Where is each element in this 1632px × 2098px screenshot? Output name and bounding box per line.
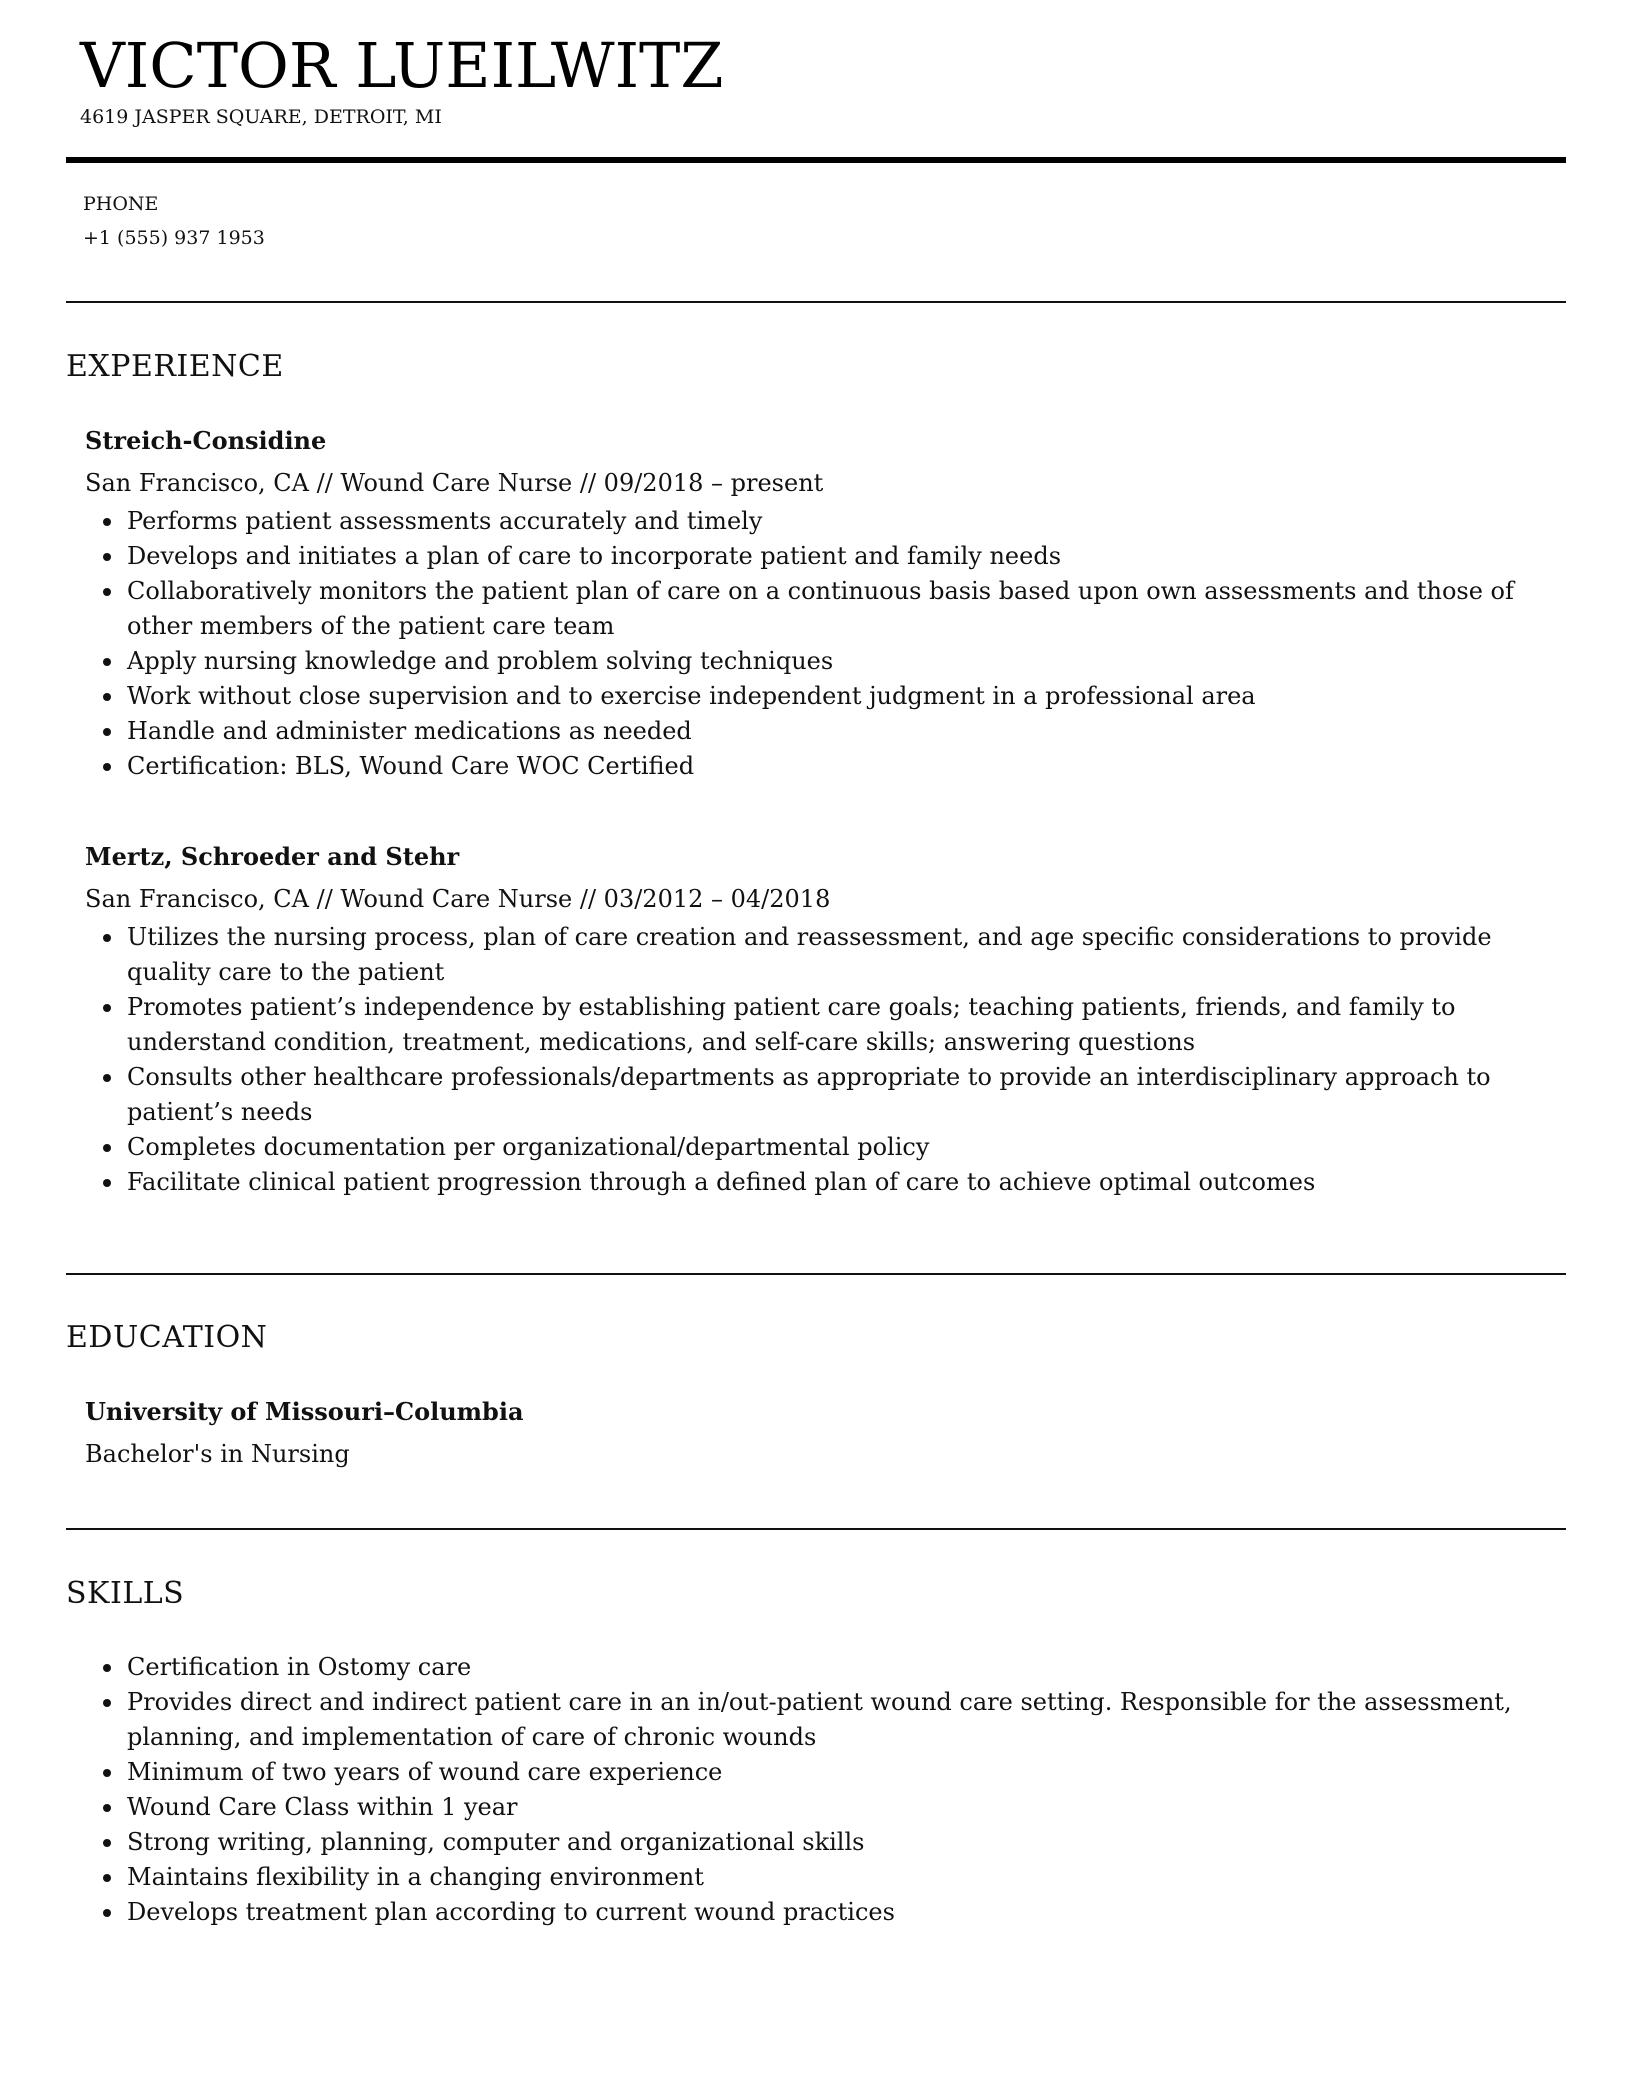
bullet-item: Promotes patient’s independence by establishing patient care goals; teaching patients, friends, and family to understand condition, treatment, medications, and self-care skills; answering questions [127,990,1565,1060]
candidate-name: VICTOR LUEILWITZ [80,29,724,102]
education-divider [66,1528,1566,1530]
header-divider [66,157,1566,163]
phone-value: +1 (555) 937 1953 [83,227,265,249]
education-heading: EDUCATION [66,1320,268,1355]
bullet-item: Completes documentation per organizational/departmental policy [127,1130,1565,1165]
skills-list-wrapper [85,1650,1565,1930]
bullet-item: Develops and initiates a plan of care to incorporate patient and family needs [127,539,1565,574]
phone-label: PHONE [83,193,159,215]
bullet-item: Certification: BLS, Wound Care WOC Certified [127,749,1565,784]
degree: Bachelor's in Nursing [85,1440,350,1468]
job-meta: San Francisco, CA // Wound Care Nurse // 09/2018 – present [85,469,824,497]
education-entry [85,1395,1565,1475]
bullet-item: Facilitate clinical patient progression through a defined plan of care to achieve optimal outcomes [127,1165,1565,1200]
job-bullets [85,504,1565,784]
skill-item: Maintains flexibility in a changing environment [127,1860,1565,1895]
skill-item: Strong writing, planning, computer and organizational skills [127,1825,1565,1860]
bullet-item: Utilizes the nursing process, plan of care creation and reassessment, and age specific considerations to provide quality care to the patient [127,920,1565,990]
job-bullets [85,920,1565,1200]
experience-divider [66,1273,1566,1275]
job-entry [85,424,1565,784]
candidate-address: 4619 JASPER SQUARE, DETROIT, MI [80,106,442,128]
bullet-item: Apply nursing knowledge and problem solving techniques [127,644,1565,679]
bullet-item: Collaboratively monitors the patient plan of care on a continuous basis based upon own assessments and those of other members of the patient care team [127,574,1565,644]
bullet-item: Work without close supervision and to exercise independent judgment in a professional area [127,679,1565,714]
bullet-item: Handle and administer medications as needed [127,714,1565,749]
job-meta: San Francisco, CA // Wound Care Nurse // 03/2012 – 04/2018 [85,885,831,913]
bullet-item: Performs patient assessments accurately and timely [127,504,1565,539]
skill-item: Certification in Ostomy care [127,1650,1565,1685]
skill-item: Wound Care Class within 1 year [127,1790,1565,1825]
skills-list [85,1650,1565,1930]
job-company: Streich-Considine [85,426,327,455]
job-entry [85,840,1565,1200]
bullet-item: Consults other healthcare professionals/departments as appropriate to provide an interdisciplinary approach to patient’s needs [127,1060,1565,1130]
skill-item: Provides direct and indirect patient care in an in/out-patient wound care setting. Responsible for the assessment, planning, and implementation of care of chronic wounds [127,1685,1565,1755]
skills-heading: SKILLS [66,1576,185,1611]
job-company: Mertz, Schroeder and Stehr [85,842,460,871]
school-name: University of Missouri–Columbia [85,1397,524,1426]
skill-item: Develops treatment plan according to current wound practices [127,1895,1565,1930]
contact-divider [66,301,1566,303]
skill-item: Minimum of two years of wound care experience [127,1755,1565,1790]
experience-heading: EXPERIENCE [66,349,284,384]
